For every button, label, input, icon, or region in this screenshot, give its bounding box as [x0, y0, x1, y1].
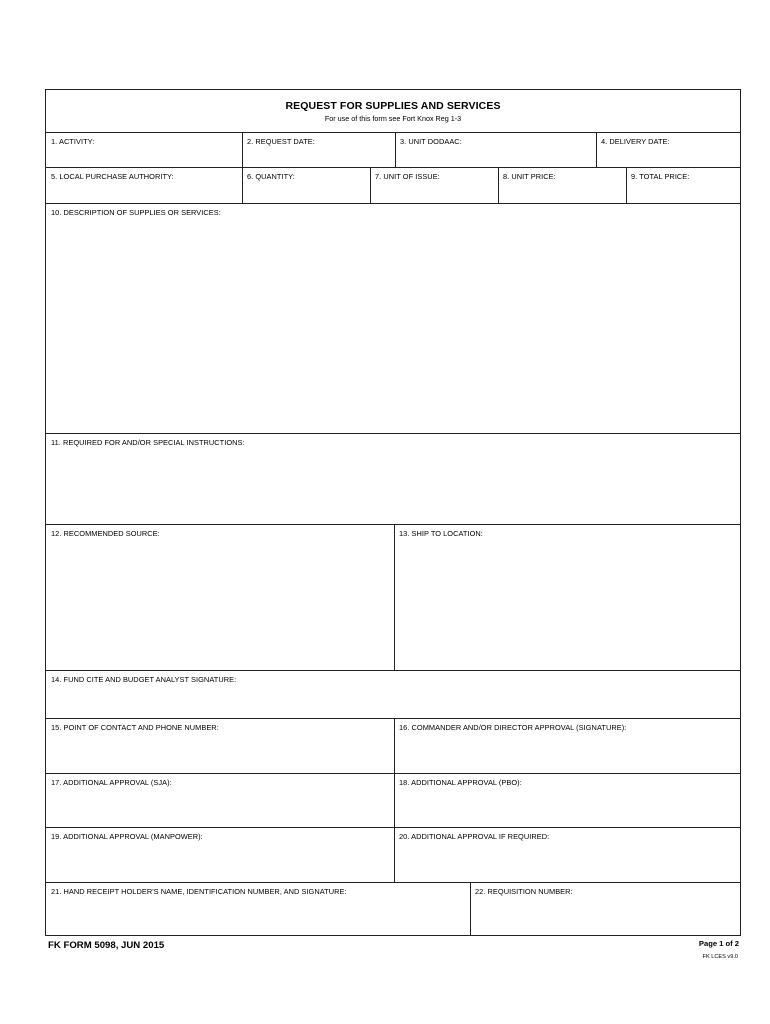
delivery-date-field[interactable]: [596, 132, 742, 167]
recommended-source-label: 12. RECOMMENDED SOURCE:: [51, 529, 160, 538]
form-title: REQUEST FOR SUPPLIES AND SERVICES: [285, 100, 501, 112]
approval-if-required-label: 20. ADDITIONAL APPROVAL IF REQUIRED:: [399, 832, 550, 841]
approval-manpower-field[interactable]: [46, 827, 394, 882]
approval-sja-field[interactable]: [46, 773, 394, 827]
approval-pbo-field[interactable]: [394, 773, 742, 827]
requisition-number-field[interactable]: [470, 882, 742, 936]
requisition-number-label: 22. REQUISITION NUMBER:: [475, 887, 573, 896]
quantity-field[interactable]: [242, 167, 370, 203]
unit-dodaac-label: 3. UNIT DODAAC:: [400, 137, 462, 146]
approval-pbo-label: 18. ADDITIONAL APPROVAL (PBO):: [399, 778, 522, 787]
unit-of-issue-label: 7. UNIT OF ISSUE:: [375, 172, 440, 181]
activity-label: 1. ACTIVITY:: [51, 137, 95, 146]
request-form: [45, 89, 741, 936]
ship-to-location-label: 13. SHIP TO LOCATION:: [399, 529, 483, 538]
special-instructions-label: 11. REQUIRED FOR AND/OR SPECIAL INSTRUCTIONS:: [51, 438, 245, 447]
hand-receipt-holder-label: 21. HAND RECEIPT HOLDER'S NAME, IDENTIFICATION NUMBER, AND SIGNATURE:: [51, 887, 347, 896]
fund-cite-field[interactable]: [46, 670, 742, 718]
total-price-label: 9. TOTAL PRICE:: [631, 172, 690, 181]
description-field[interactable]: [46, 203, 742, 433]
form-subtitle: For use of this form see Fort Knox Reg 1-3: [324, 114, 462, 123]
local-purchase-authority-label: 5. LOCAL PURCHASE AUTHORITY:: [51, 172, 174, 181]
form-version: FK LCES v9.0: [702, 954, 738, 960]
local-purchase-authority-field[interactable]: [46, 167, 242, 203]
unit-price-field[interactable]: [498, 167, 626, 203]
delivery-date-label: 4. DELIVERY DATE:: [601, 137, 670, 146]
total-price-field[interactable]: [626, 167, 742, 203]
ship-to-location-field[interactable]: [394, 524, 742, 670]
activity-field[interactable]: [46, 132, 242, 167]
approval-sja-label: 17. ADDITIONAL APPROVAL (SJA):: [51, 778, 172, 787]
recommended-source-field[interactable]: [46, 524, 394, 670]
commander-approval-field[interactable]: [394, 718, 742, 773]
approval-if-required-field[interactable]: [394, 827, 742, 882]
unit-price-label: 8. UNIT PRICE:: [503, 172, 556, 181]
form-id: FK FORM 5098, JUN 2015: [48, 940, 165, 951]
unit-of-issue-field[interactable]: [370, 167, 498, 203]
point-of-contact-field[interactable]: [46, 718, 394, 773]
quantity-label: 6. QUANTITY:: [247, 172, 295, 181]
request-date-label: 2. REQUEST DATE:: [247, 137, 315, 146]
fund-cite-label: 14. FUND CITE AND BUDGET ANALYST SIGNATURE:: [51, 675, 237, 684]
point-of-contact-label: 15. POINT OF CONTACT AND PHONE NUMBER:: [51, 723, 219, 732]
approval-manpower-label: 19. ADDITIONAL APPROVAL (MANPOWER):: [51, 832, 203, 841]
unit-dodaac-field[interactable]: [395, 132, 596, 167]
page-indicator: Page 1 of 2: [698, 939, 739, 948]
commander-approval-label: 16. COMMANDER AND/OR DIRECTOR APPROVAL (SIGNATURE):: [399, 723, 627, 732]
special-instructions-field[interactable]: [46, 433, 742, 524]
description-label: 10. DESCRIPTION OF SUPPLIES OR SERVICES:: [51, 208, 221, 217]
form-header: [46, 90, 740, 132]
hand-receipt-holder-field[interactable]: [46, 882, 470, 936]
request-date-field[interactable]: [242, 132, 395, 167]
